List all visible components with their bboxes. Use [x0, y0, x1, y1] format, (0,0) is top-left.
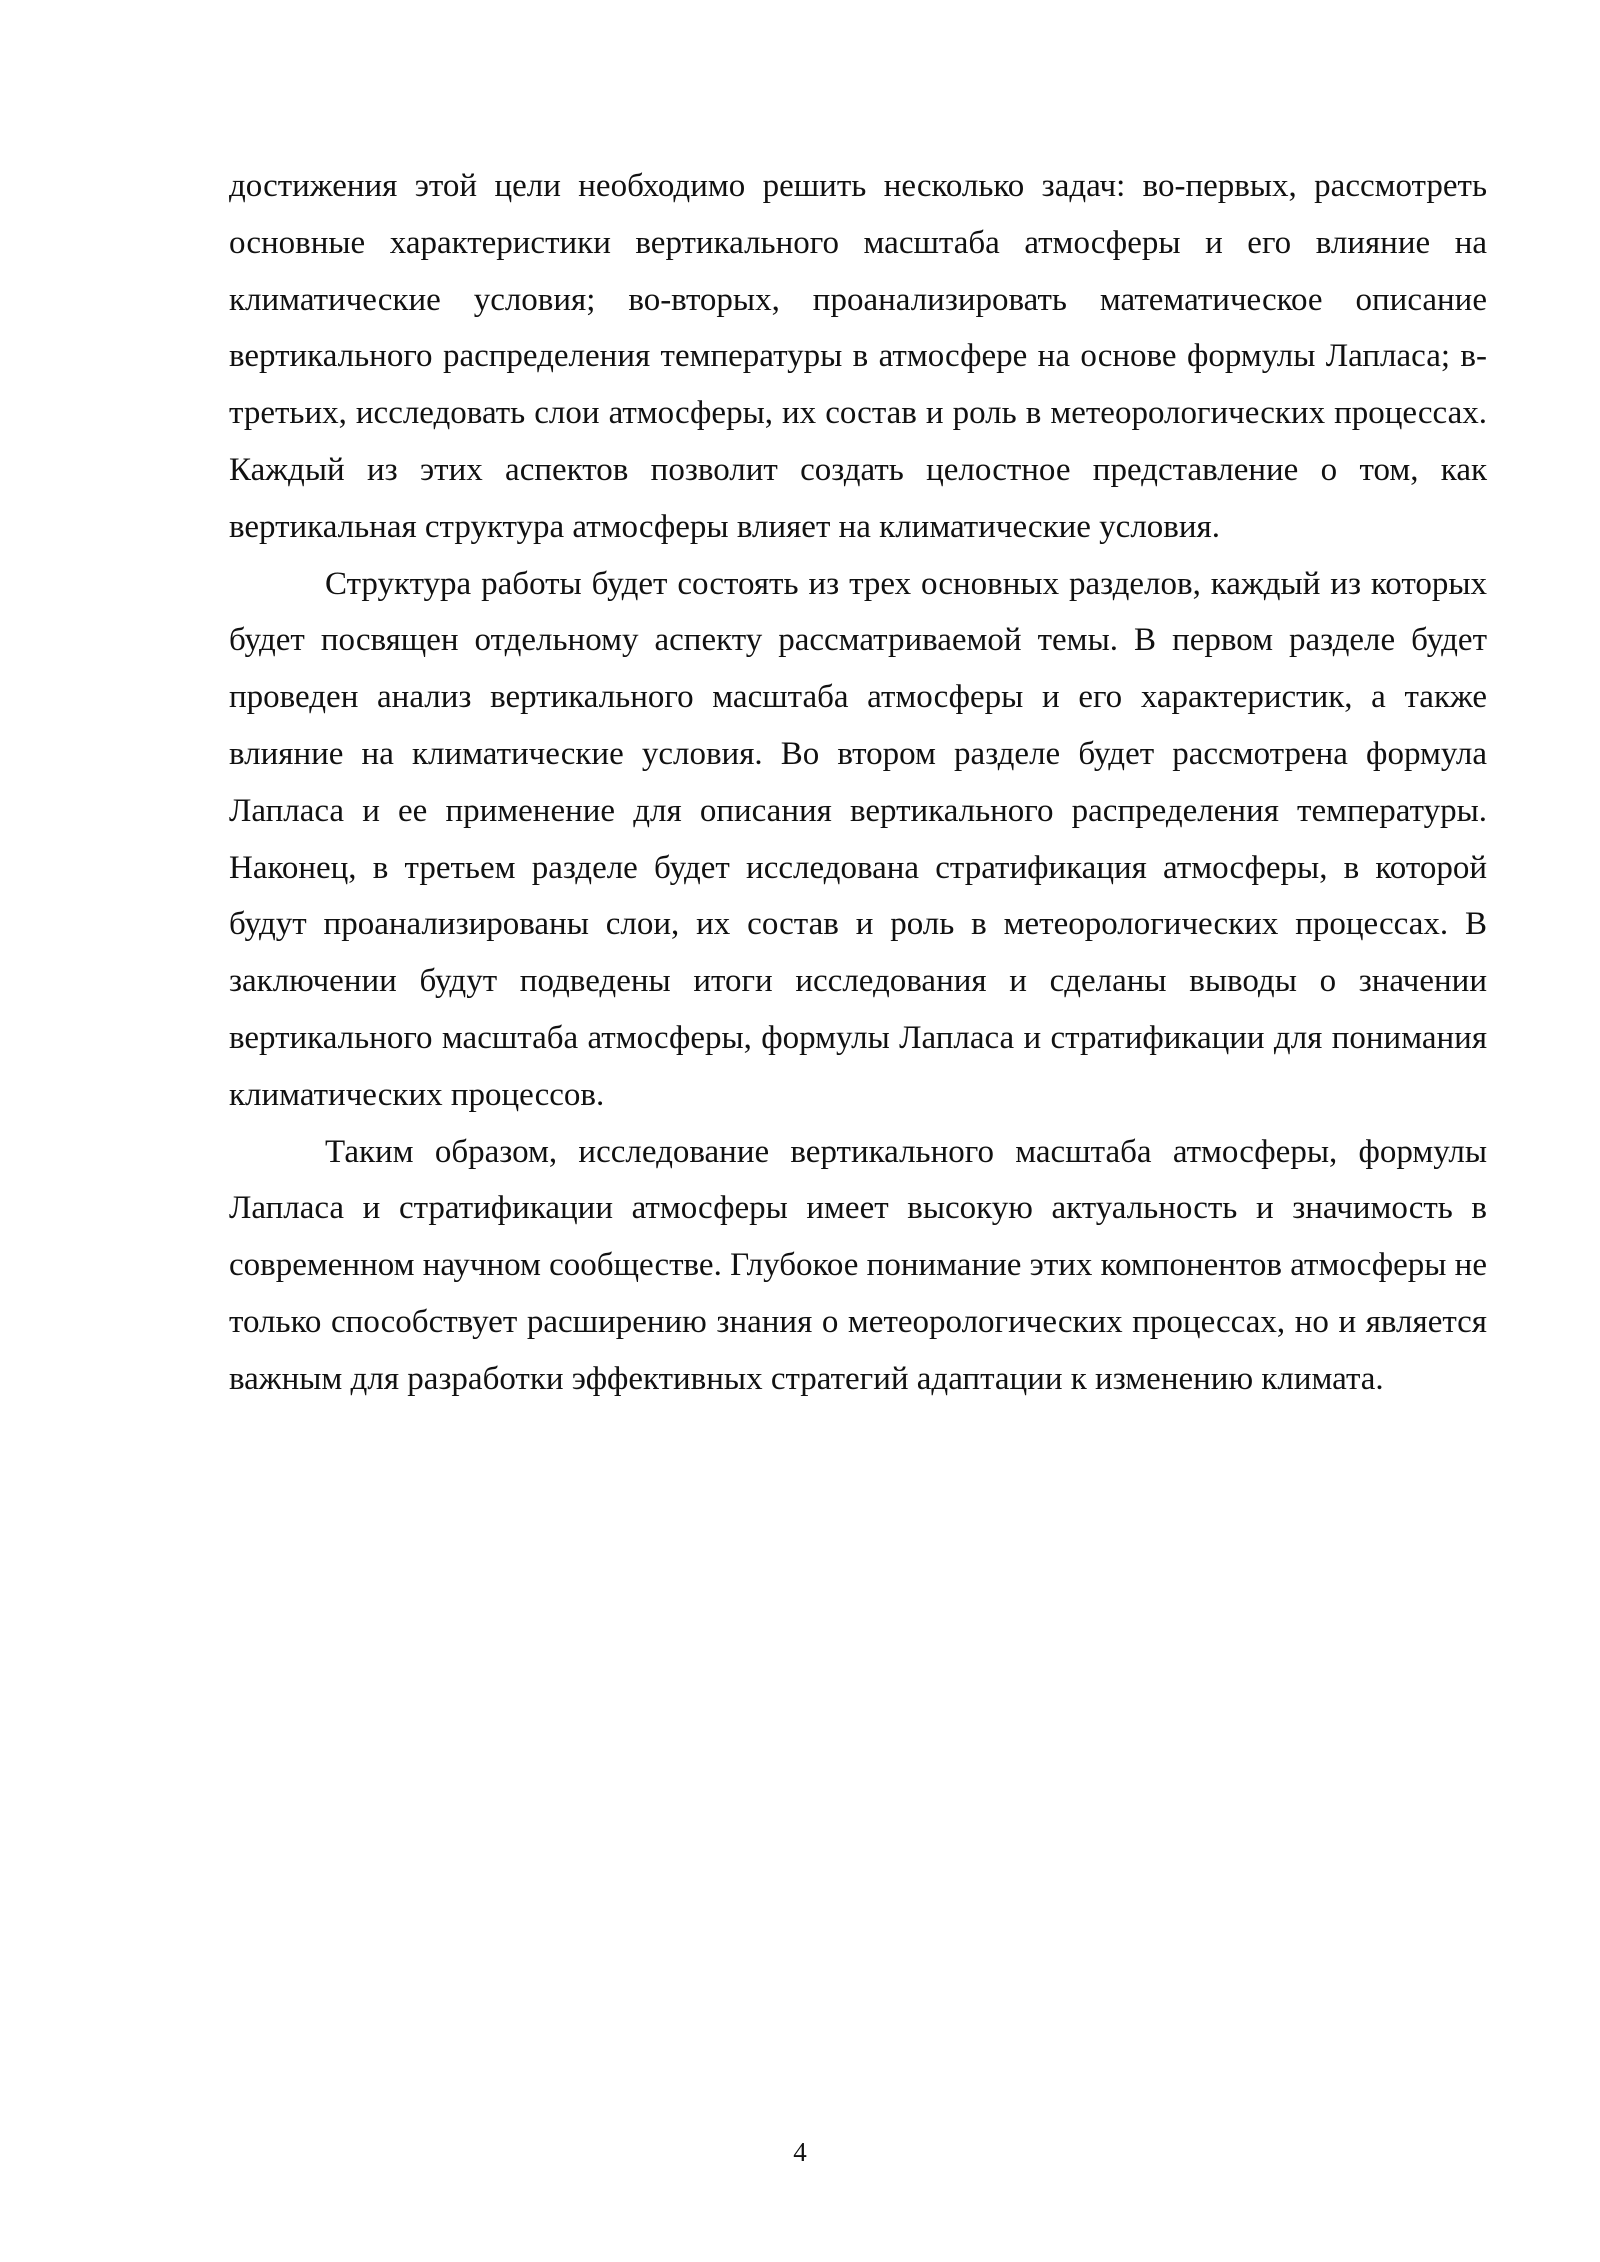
paragraph-conclusion: Таким образом, исследование вертикального масштаба атмосферы, формулы Лапласа и стратификации атмосферы имеет высокую актуальность и значимость в современном научном сообществе. Глубокое понимание этих компонентов атмосферы не только способствует расширению знания о метеорологических процессах, но и является важным для разработки эффективных стратегий адаптации к изменению климата.: [229, 1133, 1487, 1397]
paragraph-structure: Структура работы будет состоять из трех основных разделов, каждый из которых будет посвящен отдельному аспекту рассматриваемой темы. В первом разделе будет проведен анализ вертикального масштаба атмосферы и его характеристик, а также влияние на климатические условия. Во втором разделе будет рассмотрена формула Лапласа и ее применение для описания вертикального распределения температуры. Наконец, в третьем разделе будет исследована стратификация атмосферы, в которой будут проанализированы слои, их состав и роль в метеорологических процессах. В заключении будут подведены итоги исследования и сделаны выводы о значении вертикального масштаба атмосферы, формулы Лапласа и стратификации для понимания климатических процессов.: [229, 565, 1487, 1113]
paragraph-continuation: достижения этой цели необходимо решить несколько задач: во-первых, рассмотреть основные характеристики вертикального масштаба атмосферы и его влияние на климатические условия; во-вторых, проанализировать математическое описание вертикального распределения температуры в атмосфере на основе формулы Лапласа; в-третьих, исследовать слои атмосферы, их состав и роль в метеорологических процессах. Каждый из этих аспектов позволит создать целостное представление о том, как вертикальная структура атмосферы влияет на климатические условия.: [229, 168, 1487, 545]
page-number: 4: [793, 2137, 807, 2167]
body-text: [229, 158, 1487, 1408]
